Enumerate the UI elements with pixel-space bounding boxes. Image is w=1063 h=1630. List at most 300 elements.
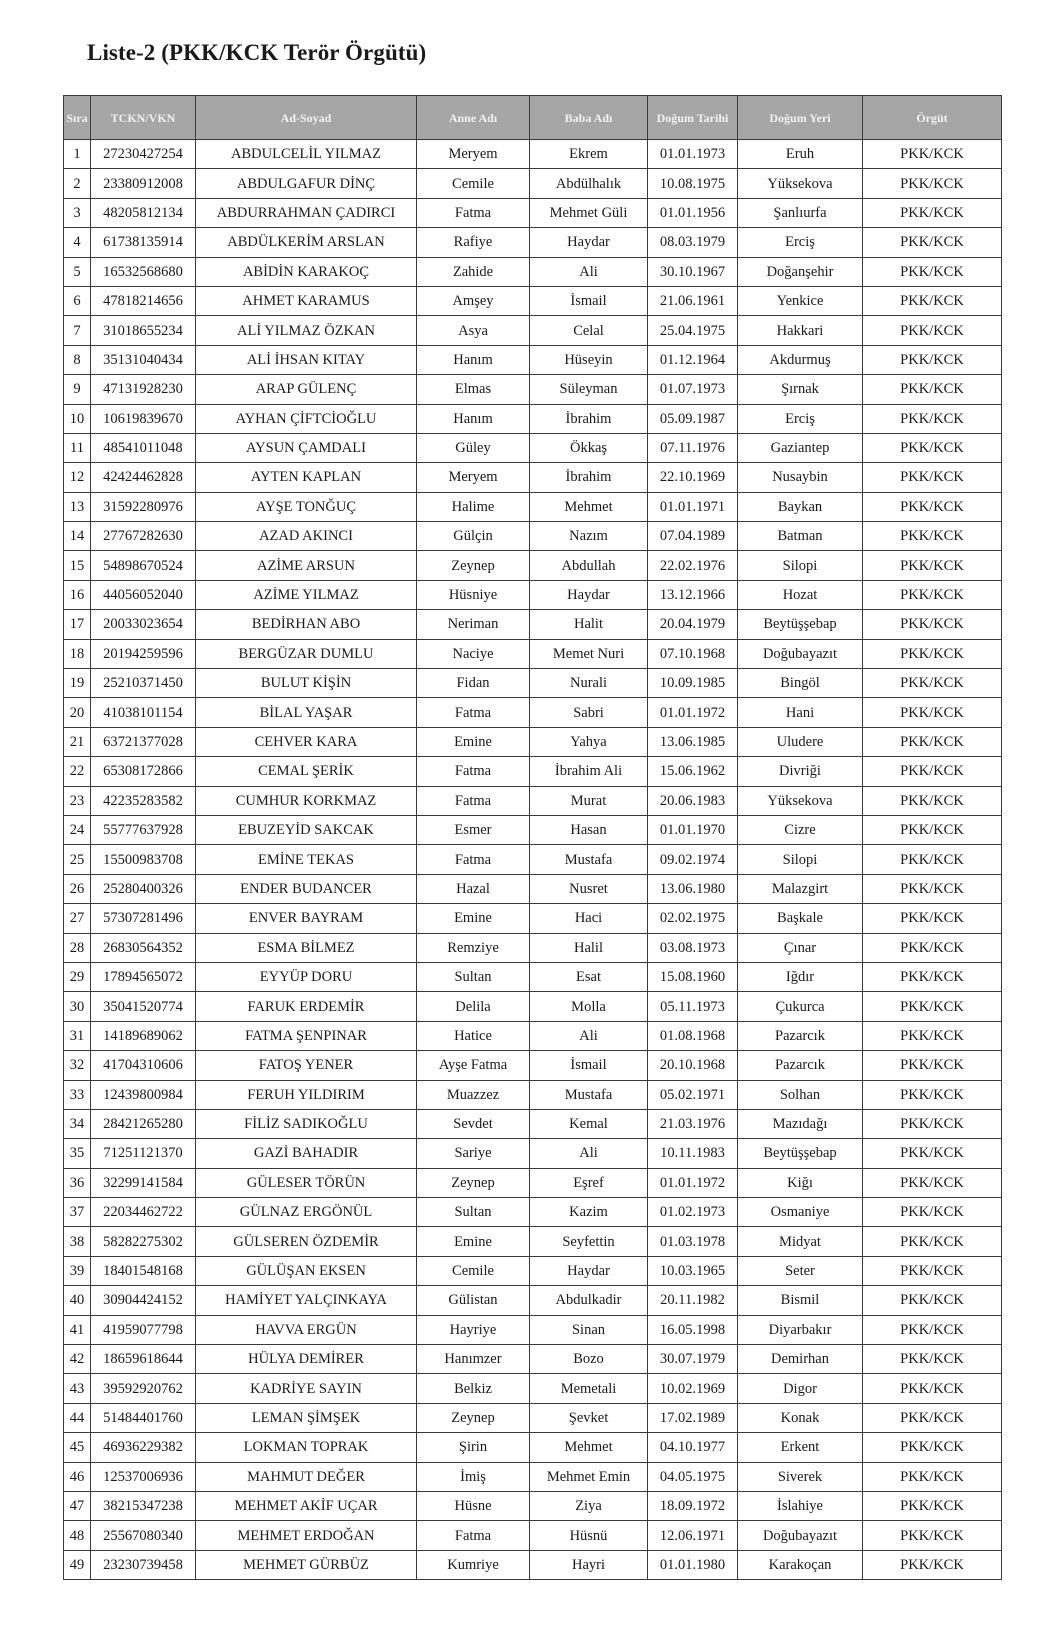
cell-dogum-yeri: Demirhan	[738, 1345, 863, 1374]
cell-orgut: PKK/KCK	[863, 1491, 1002, 1520]
cell-tckn: 41704310606	[91, 1051, 196, 1080]
cell-tckn: 18401548168	[91, 1256, 196, 1285]
cell-tckn: 71251121370	[91, 1139, 196, 1168]
table-row	[64, 757, 1002, 786]
cell-dogum-tarihi: 05.11.1973	[648, 992, 738, 1021]
table-row	[64, 1286, 1002, 1315]
cell-tckn: 32299141584	[91, 1168, 196, 1197]
cell-orgut: PKK/KCK	[863, 169, 1002, 198]
cell-orgut: PKK/KCK	[863, 1168, 1002, 1197]
cell-anne-adi: Remziye	[417, 933, 530, 962]
cell-sira: 46	[64, 1462, 91, 1491]
cell-dogum-yeri: Divriği	[738, 757, 863, 786]
cell-orgut: PKK/KCK	[863, 845, 1002, 874]
cell-dogum-yeri: Mazıdağı	[738, 1109, 863, 1138]
cell-ad-soyad: AYSUN ÇAMDALI	[196, 433, 417, 462]
cell-dogum-yeri: Nusaybin	[738, 463, 863, 492]
cell-sira: 14	[64, 522, 91, 551]
cell-dogum-tarihi: 30.07.1979	[648, 1345, 738, 1374]
cell-ad-soyad: ABDULGAFUR DİNÇ	[196, 169, 417, 198]
cell-ad-soyad: BERGÜZAR DUMLU	[196, 639, 417, 668]
cell-dogum-yeri: Doğubayazıt	[738, 639, 863, 668]
cell-anne-adi: Halime	[417, 492, 530, 521]
cell-sira: 26	[64, 874, 91, 903]
cell-ad-soyad: BEDİRHAN ABO	[196, 610, 417, 639]
table-row	[64, 727, 1002, 756]
cell-anne-adi: Fatma	[417, 1521, 530, 1550]
cell-anne-adi: Emine	[417, 1227, 530, 1256]
cell-orgut: PKK/KCK	[863, 140, 1002, 169]
cell-ad-soyad: LOKMAN TOPRAK	[196, 1433, 417, 1462]
cell-tckn: 20194259596	[91, 639, 196, 668]
cell-baba-adi: Nurali	[530, 669, 648, 698]
cell-anne-adi: Hayriye	[417, 1315, 530, 1344]
cell-dogum-tarihi: 01.01.1973	[648, 140, 738, 169]
cell-baba-adi: İbrahim Ali	[530, 757, 648, 786]
table-row	[64, 1521, 1002, 1550]
cell-dogum-tarihi: 20.11.1982	[648, 1286, 738, 1315]
cell-sira: 27	[64, 904, 91, 933]
cell-sira: 45	[64, 1433, 91, 1462]
cell-dogum-yeri: Siverek	[738, 1462, 863, 1491]
cell-orgut: PKK/KCK	[863, 257, 1002, 286]
cell-anne-adi: Naciye	[417, 639, 530, 668]
cell-sira: 40	[64, 1286, 91, 1315]
cell-dogum-yeri: Akdurmuş	[738, 345, 863, 374]
cell-dogum-tarihi: 10.11.1983	[648, 1139, 738, 1168]
cell-sira: 11	[64, 433, 91, 462]
cell-sira: 24	[64, 815, 91, 844]
cell-ad-soyad: EYYÜP DORU	[196, 962, 417, 991]
cell-sira: 47	[64, 1491, 91, 1520]
cell-dogum-tarihi: 25.04.1975	[648, 316, 738, 345]
table-row	[64, 1109, 1002, 1138]
cell-dogum-yeri: Pazarcık	[738, 1051, 863, 1080]
cell-dogum-tarihi: 13.06.1980	[648, 874, 738, 903]
cell-baba-adi: Ekrem	[530, 140, 648, 169]
cell-sira: 23	[64, 786, 91, 815]
cell-orgut: PKK/KCK	[863, 1109, 1002, 1138]
cell-tckn: 61738135914	[91, 228, 196, 257]
cell-orgut: PKK/KCK	[863, 1256, 1002, 1285]
cell-ad-soyad: EBUZEYİD SAKCAK	[196, 815, 417, 844]
cell-anne-adi: Hatice	[417, 1021, 530, 1050]
cell-tckn: 15500983708	[91, 845, 196, 874]
cell-orgut: PKK/KCK	[863, 1550, 1002, 1579]
header-dogum-yeri: Doğum Yeri	[738, 96, 863, 140]
cell-dogum-yeri: Hakkari	[738, 316, 863, 345]
cell-ad-soyad: GÜLÜŞAN EKSEN	[196, 1256, 417, 1285]
cell-baba-adi: Abdulkadir	[530, 1286, 648, 1315]
cell-dogum-tarihi: 01.02.1973	[648, 1198, 738, 1227]
cell-orgut: PKK/KCK	[863, 1315, 1002, 1344]
cell-anne-adi: Cemile	[417, 1256, 530, 1285]
cell-dogum-yeri: Malazgirt	[738, 874, 863, 903]
table-row	[64, 169, 1002, 198]
cell-ad-soyad: AZAD AKINCI	[196, 522, 417, 551]
cell-dogum-yeri: Çukurca	[738, 992, 863, 1021]
cell-dogum-tarihi: 09.02.1974	[648, 845, 738, 874]
cell-dogum-tarihi: 02.02.1975	[648, 904, 738, 933]
cell-dogum-tarihi: 13.12.1966	[648, 580, 738, 609]
header-ad-soyad: Ad-Soyad	[196, 96, 417, 140]
cell-sira: 12	[64, 463, 91, 492]
cell-dogum-tarihi: 01.03.1978	[648, 1227, 738, 1256]
page-title: Liste-2 (PKK/KCK Terör Örgütü)	[87, 40, 427, 65]
cell-anne-adi: Emine	[417, 904, 530, 933]
cell-baba-adi: Ökkaş	[530, 433, 648, 462]
cell-sira: 34	[64, 1109, 91, 1138]
table-row	[64, 1462, 1002, 1491]
cell-sira: 44	[64, 1403, 91, 1432]
cell-dogum-tarihi: 13.06.1985	[648, 727, 738, 756]
cell-baba-adi: Haydar	[530, 580, 648, 609]
cell-dogum-tarihi: 01.01.1971	[648, 492, 738, 521]
header-row	[64, 96, 1002, 140]
cell-orgut: PKK/KCK	[863, 286, 1002, 315]
cell-tckn: 30904424152	[91, 1286, 196, 1315]
cell-orgut: PKK/KCK	[863, 962, 1002, 991]
cell-tckn: 44056052040	[91, 580, 196, 609]
cell-orgut: PKK/KCK	[863, 874, 1002, 903]
cell-dogum-yeri: Yüksekova	[738, 169, 863, 198]
cell-sira: 1	[64, 140, 91, 169]
table-row	[64, 1051, 1002, 1080]
cell-sira: 42	[64, 1345, 91, 1374]
cell-ad-soyad: CEMAL ŞERİK	[196, 757, 417, 786]
table-row	[64, 522, 1002, 551]
cell-baba-adi: Nusret	[530, 874, 648, 903]
cell-orgut: PKK/KCK	[863, 492, 1002, 521]
cell-ad-soyad: FATMA ŞENPINAR	[196, 1021, 417, 1050]
cell-ad-soyad: AYHAN ÇİFTCİOĞLU	[196, 404, 417, 433]
cell-dogum-yeri: Hozat	[738, 580, 863, 609]
cell-orgut: PKK/KCK	[863, 1433, 1002, 1462]
cell-tckn: 41959077798	[91, 1315, 196, 1344]
cell-dogum-yeri: Cizre	[738, 815, 863, 844]
cell-anne-adi: Sariye	[417, 1139, 530, 1168]
cell-dogum-tarihi: 04.10.1977	[648, 1433, 738, 1462]
person-list-table	[63, 95, 1002, 1580]
cell-sira: 36	[64, 1168, 91, 1197]
cell-dogum-tarihi: 22.02.1976	[648, 551, 738, 580]
cell-sira: 20	[64, 698, 91, 727]
cell-baba-adi: İsmail	[530, 286, 648, 315]
cell-anne-adi: Esmer	[417, 815, 530, 844]
table-row	[64, 257, 1002, 286]
cell-anne-adi: Zahide	[417, 257, 530, 286]
cell-ad-soyad: AHMET KARAMUS	[196, 286, 417, 315]
cell-ad-soyad: MEHMET AKİF UÇAR	[196, 1491, 417, 1520]
cell-sira: 41	[64, 1315, 91, 1344]
cell-sira: 35	[64, 1139, 91, 1168]
cell-dogum-tarihi: 20.04.1979	[648, 610, 738, 639]
table-body	[64, 140, 1002, 1580]
cell-tckn: 18659618644	[91, 1345, 196, 1374]
cell-anne-adi: Hanım	[417, 345, 530, 374]
cell-dogum-tarihi: 01.01.1972	[648, 1168, 738, 1197]
cell-ad-soyad: MEHMET ERDOĞAN	[196, 1521, 417, 1550]
cell-ad-soyad: MAHMUT DEĞER	[196, 1462, 417, 1491]
cell-sira: 25	[64, 845, 91, 874]
cell-orgut: PKK/KCK	[863, 1286, 1002, 1315]
cell-anne-adi: Hanım	[417, 404, 530, 433]
cell-anne-adi: Fatma	[417, 698, 530, 727]
cell-ad-soyad: GÜLNAZ ERGÖNÜL	[196, 1198, 417, 1227]
cell-sira: 33	[64, 1080, 91, 1109]
cell-baba-adi: Şevket	[530, 1403, 648, 1432]
cell-anne-adi: Gülçin	[417, 522, 530, 551]
cell-ad-soyad: AZİME ARSUN	[196, 551, 417, 580]
cell-anne-adi: Hüsniye	[417, 580, 530, 609]
cell-baba-adi: Kemal	[530, 1109, 648, 1138]
table-row	[64, 1021, 1002, 1050]
cell-ad-soyad: FİLİZ SADIKOĞLU	[196, 1109, 417, 1138]
cell-ad-soyad: LEMAN ŞİMŞEK	[196, 1403, 417, 1432]
cell-anne-adi: Şirin	[417, 1433, 530, 1462]
cell-tckn: 42424462828	[91, 463, 196, 492]
cell-dogum-yeri: Şanlıurfa	[738, 198, 863, 227]
cell-sira: 38	[64, 1227, 91, 1256]
cell-ad-soyad: ABDÜLKERİM ARSLAN	[196, 228, 417, 257]
cell-orgut: PKK/KCK	[863, 1227, 1002, 1256]
cell-ad-soyad: MEHMET GÜRBÜZ	[196, 1550, 417, 1579]
table-row	[64, 1491, 1002, 1520]
cell-orgut: PKK/KCK	[863, 228, 1002, 257]
table-row	[64, 669, 1002, 698]
cell-sira: 17	[64, 610, 91, 639]
cell-dogum-tarihi: 07.11.1976	[648, 433, 738, 462]
header-baba-adi: Baba Adı	[530, 96, 648, 140]
cell-dogum-yeri: Beytüşşebap	[738, 1139, 863, 1168]
cell-anne-adi: Hüsne	[417, 1491, 530, 1520]
cell-baba-adi: Sinan	[530, 1315, 648, 1344]
cell-baba-adi: Hayri	[530, 1550, 648, 1579]
cell-dogum-tarihi: 20.06.1983	[648, 786, 738, 815]
cell-ad-soyad: BULUT KİŞİN	[196, 669, 417, 698]
cell-tckn: 22034462722	[91, 1198, 196, 1227]
table-row	[64, 904, 1002, 933]
cell-ad-soyad: ABDULCELİL YILMAZ	[196, 140, 417, 169]
cell-anne-adi: Zeynep	[417, 551, 530, 580]
cell-tckn: 12439800984	[91, 1080, 196, 1109]
cell-orgut: PKK/KCK	[863, 1462, 1002, 1491]
cell-orgut: PKK/KCK	[863, 610, 1002, 639]
cell-ad-soyad: BİLAL YAŞAR	[196, 698, 417, 727]
cell-anne-adi: Asya	[417, 316, 530, 345]
cell-dogum-yeri: Kiğı	[738, 1168, 863, 1197]
cell-anne-adi: Delila	[417, 992, 530, 1021]
table-row	[64, 1403, 1002, 1432]
cell-baba-adi: Memet Nuri	[530, 639, 648, 668]
cell-baba-adi: Ziya	[530, 1491, 648, 1520]
cell-dogum-yeri: Doğanşehir	[738, 257, 863, 286]
cell-anne-adi: Ayşe Fatma	[417, 1051, 530, 1080]
cell-dogum-tarihi: 12.06.1971	[648, 1521, 738, 1550]
cell-tckn: 42235283582	[91, 786, 196, 815]
cell-dogum-yeri: Erkent	[738, 1433, 863, 1462]
cell-anne-adi: Fatma	[417, 198, 530, 227]
cell-anne-adi: Neriman	[417, 610, 530, 639]
cell-dogum-yeri: Seter	[738, 1256, 863, 1285]
cell-dogum-tarihi: 10.09.1985	[648, 669, 738, 698]
cell-ad-soyad: EMİNE TEKAS	[196, 845, 417, 874]
cell-baba-adi: Mehmet Güli	[530, 198, 648, 227]
table-row	[64, 433, 1002, 462]
cell-dogum-yeri: Midyat	[738, 1227, 863, 1256]
cell-ad-soyad: ARAP GÜLENÇ	[196, 375, 417, 404]
cell-sira: 29	[64, 962, 91, 991]
cell-dogum-yeri: Erciş	[738, 404, 863, 433]
cell-tckn: 58282275302	[91, 1227, 196, 1256]
cell-orgut: PKK/KCK	[863, 375, 1002, 404]
table-row	[64, 933, 1002, 962]
table-row	[64, 316, 1002, 345]
cell-orgut: PKK/KCK	[863, 1403, 1002, 1432]
table-row	[64, 286, 1002, 315]
cell-ad-soyad: FERUH YILDIRIM	[196, 1080, 417, 1109]
cell-baba-adi: İsmail	[530, 1051, 648, 1080]
cell-sira: 49	[64, 1550, 91, 1579]
cell-orgut: PKK/KCK	[863, 1374, 1002, 1403]
cell-sira: 9	[64, 375, 91, 404]
cell-anne-adi: İmiş	[417, 1462, 530, 1491]
cell-tckn: 46936229382	[91, 1433, 196, 1462]
cell-baba-adi: Mustafa	[530, 1080, 648, 1109]
cell-baba-adi: Memetali	[530, 1374, 648, 1403]
cell-orgut: PKK/KCK	[863, 404, 1002, 433]
cell-tckn: 17894565072	[91, 962, 196, 991]
cell-tckn: 25210371450	[91, 669, 196, 698]
table-row	[64, 580, 1002, 609]
cell-baba-adi: Süleyman	[530, 375, 648, 404]
cell-orgut: PKK/KCK	[863, 1139, 1002, 1168]
cell-sira: 3	[64, 198, 91, 227]
table-row	[64, 962, 1002, 991]
table-row	[64, 198, 1002, 227]
cell-sira: 18	[64, 639, 91, 668]
cell-ad-soyad: GÜLSEREN ÖZDEMİR	[196, 1227, 417, 1256]
header-orgut: Örgüt	[863, 96, 1002, 140]
cell-dogum-yeri: Gaziantep	[738, 433, 863, 462]
cell-dogum-yeri: Silopi	[738, 845, 863, 874]
cell-ad-soyad: AZİME YILMAZ	[196, 580, 417, 609]
cell-tckn: 55777637928	[91, 815, 196, 844]
table-row	[64, 463, 1002, 492]
cell-sira: 10	[64, 404, 91, 433]
cell-orgut: PKK/KCK	[863, 1521, 1002, 1550]
table-header	[64, 96, 1002, 140]
cell-orgut: PKK/KCK	[863, 345, 1002, 374]
cell-tckn: 54898670524	[91, 551, 196, 580]
table-row	[64, 815, 1002, 844]
cell-anne-adi: Cemile	[417, 169, 530, 198]
cell-dogum-tarihi: 10.03.1965	[648, 1256, 738, 1285]
table-row	[64, 1227, 1002, 1256]
cell-ad-soyad: ALİ İHSAN KITAY	[196, 345, 417, 374]
cell-dogum-yeri: Silopi	[738, 551, 863, 580]
cell-orgut: PKK/KCK	[863, 669, 1002, 698]
table-row	[64, 551, 1002, 580]
cell-orgut: PKK/KCK	[863, 815, 1002, 844]
cell-dogum-tarihi: 01.01.1980	[648, 1550, 738, 1579]
cell-tckn: 35041520774	[91, 992, 196, 1021]
cell-dogum-yeri: Uludere	[738, 727, 863, 756]
cell-ad-soyad: HAMİYET YALÇINKAYA	[196, 1286, 417, 1315]
cell-anne-adi: Belkiz	[417, 1374, 530, 1403]
table-row	[64, 610, 1002, 639]
cell-orgut: PKK/KCK	[863, 198, 1002, 227]
cell-anne-adi: Fidan	[417, 669, 530, 698]
cell-dogum-tarihi: 04.05.1975	[648, 1462, 738, 1491]
cell-ad-soyad: ENVER BAYRAM	[196, 904, 417, 933]
cell-dogum-tarihi: 07.10.1968	[648, 639, 738, 668]
table-row	[64, 1315, 1002, 1344]
cell-baba-adi: Halil	[530, 933, 648, 962]
cell-orgut: PKK/KCK	[863, 580, 1002, 609]
table-row	[64, 698, 1002, 727]
cell-dogum-tarihi: 21.06.1961	[648, 286, 738, 315]
cell-tckn: 20033023654	[91, 610, 196, 639]
cell-baba-adi: Ali	[530, 1139, 648, 1168]
cell-anne-adi: Muazzez	[417, 1080, 530, 1109]
cell-dogum-tarihi: 05.02.1971	[648, 1080, 738, 1109]
cell-tckn: 14189689062	[91, 1021, 196, 1050]
cell-tckn: 25567080340	[91, 1521, 196, 1550]
cell-orgut: PKK/KCK	[863, 992, 1002, 1021]
cell-dogum-yeri: Baykan	[738, 492, 863, 521]
cell-dogum-yeri: Çınar	[738, 933, 863, 962]
cell-tckn: 48541011048	[91, 433, 196, 462]
cell-baba-adi: Esat	[530, 962, 648, 991]
cell-dogum-tarihi: 01.08.1968	[648, 1021, 738, 1050]
cell-anne-adi: Fatma	[417, 757, 530, 786]
cell-dogum-tarihi: 22.10.1969	[648, 463, 738, 492]
cell-orgut: PKK/KCK	[863, 433, 1002, 462]
header-dogum-tarihi: Doğum Tarihi	[648, 96, 738, 140]
cell-dogum-tarihi: 01.01.1970	[648, 815, 738, 844]
cell-orgut: PKK/KCK	[863, 463, 1002, 492]
cell-anne-adi: Rafiye	[417, 228, 530, 257]
cell-anne-adi: Gülistan	[417, 1286, 530, 1315]
cell-sira: 13	[64, 492, 91, 521]
cell-tckn: 41038101154	[91, 698, 196, 727]
cell-baba-adi: Murat	[530, 786, 648, 815]
cell-ad-soyad: ABDURRAHMAN ÇADIRCI	[196, 198, 417, 227]
cell-dogum-tarihi: 01.01.1972	[648, 698, 738, 727]
cell-sira: 30	[64, 992, 91, 1021]
cell-baba-adi: Kazim	[530, 1198, 648, 1227]
cell-anne-adi: Zeynep	[417, 1168, 530, 1197]
cell-tckn: 35131040434	[91, 345, 196, 374]
cell-anne-adi: Emine	[417, 727, 530, 756]
cell-dogum-yeri: Diyarbakır	[738, 1315, 863, 1344]
cell-dogum-tarihi: 01.12.1964	[648, 345, 738, 374]
cell-orgut: PKK/KCK	[863, 904, 1002, 933]
cell-dogum-yeri: Konak	[738, 1403, 863, 1432]
cell-tckn: 57307281496	[91, 904, 196, 933]
cell-tckn: 31018655234	[91, 316, 196, 345]
cell-sira: 31	[64, 1021, 91, 1050]
cell-baba-adi: Nazım	[530, 522, 648, 551]
cell-dogum-yeri: Beytüşşebap	[738, 610, 863, 639]
header-tckn: TCKN/VKN	[91, 96, 196, 140]
cell-dogum-yeri: Eruh	[738, 140, 863, 169]
cell-orgut: PKK/KCK	[863, 727, 1002, 756]
cell-dogum-yeri: Yüksekova	[738, 786, 863, 815]
cell-ad-soyad: HAVVA ERGÜN	[196, 1315, 417, 1344]
cell-anne-adi: Hanımzer	[417, 1345, 530, 1374]
